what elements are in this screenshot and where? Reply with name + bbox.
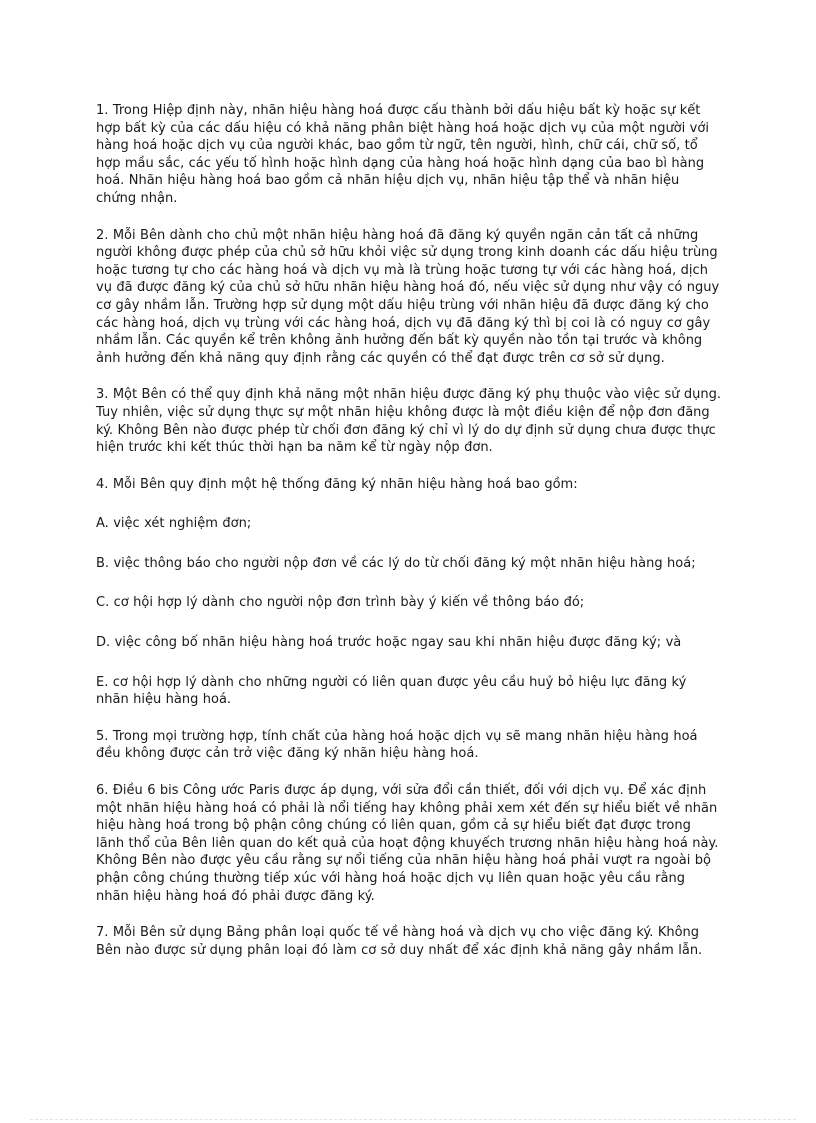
- paragraph-5: 5. Trong mọi trường hợp, tính chất của hàng hoá hoặc dịch vụ sẽ mang nhãn hiệu hàng hoá đều không được cản trở việc đăng ký nhãn hiệu hàng hoá.: [96, 728, 698, 762]
- paragraph-1: 1. Trong Hiệp định này, nhãn hiệu hàng hoá được cấu thành bởi dấu hiệu bất kỳ hoặc sự kết hợp bất kỳ của các dấu hiệu có khả năng phân biệt hàng hoá hoặc dịch vụ của một người với hàng hoá hoặc dịch vụ của người khác, bao gồm từ ngữ, tên người, hình, chữ cái, chữ số, tổ hợp mầu sắc, các yếu tố hình hoặc hình dạng của hàng hoá hoặc hình dạng của bao bì hàng hoá. Nhãn hiệu hàng hoá bao gồm cả nhãn hiệu dịch vụ, nhãn hiệu tập thể và nhãn hiệu chứng nhận.: [96, 103, 709, 206]
- paragraph-7: 7. Mỗi Bên sử dụng Bảng phân loại quốc tế về hàng hoá và dịch vụ cho việc đăng ký. Không Bên nào được sử dụng phân loại đó làm cơ sở duy nhất để xác định khả năng gây nhầm lẫn.: [96, 925, 703, 958]
- paragraph-4: 4. Mỗi Bên quy định một hệ thống đăng ký nhãn hiệu hàng hoá bao gồm:: [96, 476, 578, 492]
- paragraph-6: 6. Điều 6 bis Công ước Paris được áp dụng, với sửa đổi cần thiết, đối với dịch vụ. Để xác định một nhãn hiệu hàng hoá có phải là nổi tiếng hay không phải xem xét đến sự hiểu biết về nhãn hiệu hàng hoá trong bộ phận công chúng có liên quan, gồm cả sự hiểu biết đạt được trong lãnh thổ của Bên liên quan do kết quả của hoạt động khuyếch trương nhãn hiệu hàng hoá này. Không Bên nào được yêu cầu rằng sự nổi tiếng của nhãn hiệu hàng hoá phải vượt ra ngoài bộ phận công chúng thường tiếp xúc với hàng hoá hoặc dịch vụ liên quan hoặc yêu cầu rằng nhãn hiệu hàng hoá đó phải được đăng ký.: [96, 783, 719, 904]
- list-item-c: C. cơ hội hợp lý dành cho người nộp đơn trình bày ý kiến về thông báo đó;: [96, 595, 585, 611]
- paragraph-3: 3. Một Bên có thể quy định khả năng một nhãn hiệu được đăng ký phụ thuộc vào việc sử dụng. Tuy nhiên, việc sử dụng thực sự một nhãn hiệu không được là một điều kiện để nộp đơn đăng ký. Không Bên nào được phép từ chối đơn đăng ký chỉ vì lý do dự định sử dụng chưa được thực hiện trước khi kết thúc thời hạn ba năm kể từ ngày nộp đơn.: [96, 387, 722, 456]
- paragraph-2: 2. Mỗi Bên dành cho chủ một nhãn hiệu hàng hoá đã đăng ký quyền ngăn cản tất cả những người không được phép của chủ sở hữu khỏi việc sử dụng trong kinh doanh các dấu hiệu trùng hoặc tương tự cho các hàng hoá và dịch vụ mà là trùng hoặc tương tự với các hàng hoá, dịch vụ đã được đăng ký của chủ sở hữu nhãn hiệu hàng hoá đó, nếu việc sử dụng như vậy có nguy cơ gây nhầm lẫn. Trường hợp sử dụng một dấu hiệu trùng với nhãn hiệu đã được đăng ký cho các hàng hoá, dịch vụ trùng với các hàng hoá, dịch vụ đã đăng ký thì bị coi là có nguy cơ gây nhầm lẫn. Các quyền kể trên không ảnh hưởng đến bất kỳ quyền nào tồn tại trước và không ảnh hưởng đến khả năng quy định rằng các quyền có thể đạt được trên cơ sở sử dụng.: [96, 227, 720, 366]
- list-item-e: E. cơ hội hợp lý dành cho những người có liên quan được yêu cầu huỷ bỏ hiệu lực đăng ký nhãn hiệu hàng hoá.: [96, 674, 687, 708]
- list-item-a: A. việc xét nghiệm đơn;: [96, 516, 252, 532]
- page-bottom-divider: [30, 1119, 796, 1120]
- list-item-d: D. việc công bố nhãn hiệu hàng hoá trước hoặc ngay sau khi nhãn hiệu được đăng ký; và: [96, 635, 682, 651]
- document-page: [96, 102, 722, 978]
- list-item-b: B. việc thông báo cho người nộp đơn về các lý do từ chối đăng ký một nhãn hiệu hàng hoá;: [96, 555, 696, 571]
